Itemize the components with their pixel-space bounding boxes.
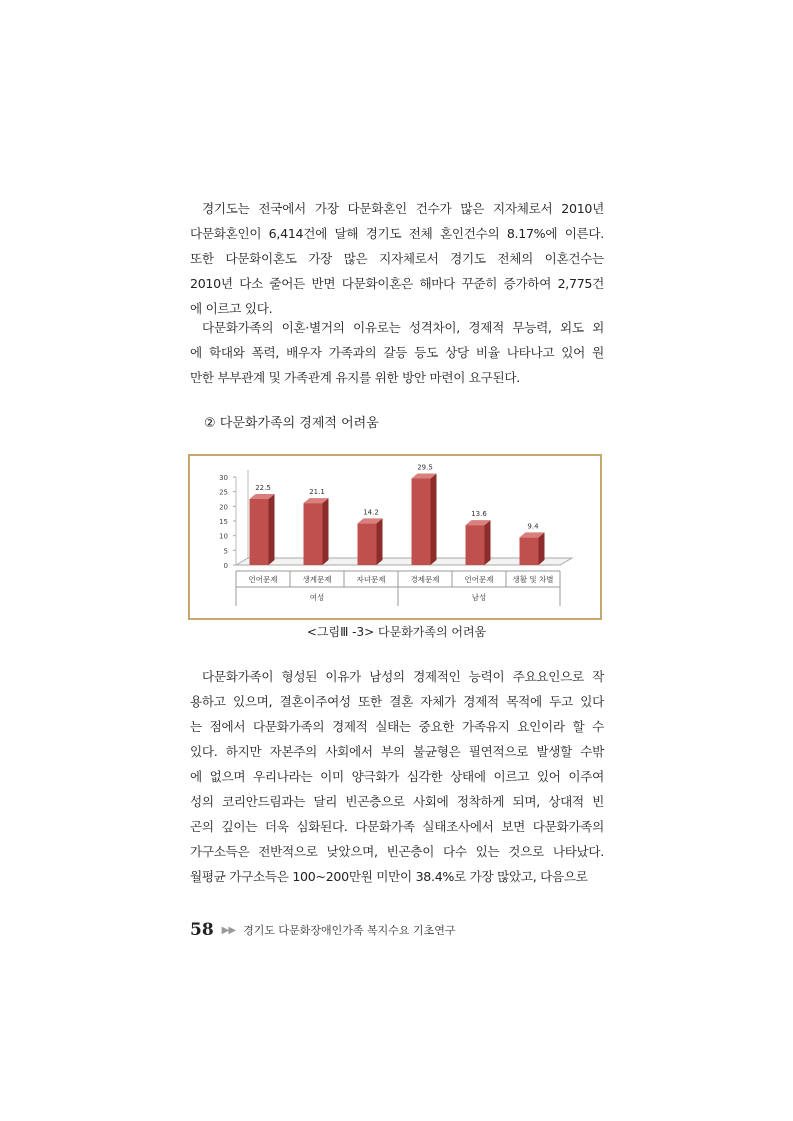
y-tick-label: 0 <box>223 562 228 570</box>
paragraph-line: 만한 부부관계 및 가족관계 유지를 위한 방안 마련이 요구된다. <box>190 370 520 385</box>
paragraph-line: 다문화가족의 이혼·별거의 이유로는 성격차이, 경제적 무능력, 외도 외 <box>202 320 604 335</box>
paragraph-line: 2010년 다소 줄어든 반면 다문화이혼은 해마다 꾸준히 증가하여 2,775건 <box>190 276 604 291</box>
y-tick-label: 30 <box>219 474 228 482</box>
paragraph-line: 가구소득은 전반적으로 낮았으며, 빈곤층이 다수 있는 것으로 나타났다. <box>190 844 604 859</box>
paragraph-intro <box>190 196 604 321</box>
bar-side <box>269 494 275 565</box>
figure-caption: <그림Ⅲ -3> 다문화가족의 어려움 <box>306 625 487 639</box>
x-tick-label: 생활 및 차별 <box>512 575 554 584</box>
paragraph-line: 곤의 깊이는 더욱 심화된다. 다문화가족 실태조사에서 보면 다문화가족의 <box>190 819 604 834</box>
paragraph-line: 다문화가족이 형성된 이유가 남성의 경제적인 능력이 주요요인으로 작 <box>202 669 604 684</box>
bar <box>466 525 485 565</box>
paragraph-line: 용하고 있으며, 결혼이주여성 또한 결혼 자체가 경제적 목적에 두고 있다 <box>190 694 604 709</box>
x-tick-label: 언어문제 <box>248 575 278 584</box>
paragraph-line: 성의 코리안드림과는 달리 빈곤층으로 사회에 정착하게 되며, 상대적 빈 <box>190 794 604 809</box>
paragraph-line: 월평균 가구소득은 100~200만원 미만이 38.4%로 가장 많았고, 다음으로 <box>190 869 588 884</box>
footer-title: 경기도 다문화장애인가족 복지수요 기초연구 <box>243 924 456 937</box>
paragraph-economic-status <box>190 664 604 889</box>
x-tick-label: 생계문제 <box>302 575 332 584</box>
paragraph-line: 다문화혼인이 6,414건에 달해 경기도 전체 혼인건수의 8.17%에 이른다. <box>190 226 604 241</box>
paragraph-line: 에 학대와 폭력, 배우자 가족과의 갈등 등도 상당 비율 나타나고 있어 원 <box>190 345 604 360</box>
bar-side <box>377 518 383 565</box>
page-number: 58 <box>190 920 214 940</box>
paragraph-line: 에 이르고 있다. <box>190 301 273 316</box>
paragraph-line: 경기도는 전국에서 가장 다문화혼인 건수가 많은 지자체로서 2010년 <box>202 201 604 216</box>
bar-side <box>323 498 329 565</box>
paragraph-line: 는 점에서 다문화가족의 경제적 실태는 중요한 가족유지 요인이라 할 수 <box>190 719 604 734</box>
bar-side <box>485 520 491 565</box>
paragraph-line: 에 없으며 우리나라는 이미 양극화가 심각한 상태에 이르고 있어 이주여 <box>190 769 604 784</box>
data-label: 9.4 <box>527 522 539 531</box>
paragraph-line: 또한 다문화이혼도 가장 많은 지자체로서 경기도 전체의 이혼건수는 <box>190 251 604 266</box>
x-tick-label: 언어문제 <box>464 575 494 584</box>
data-label: 14.2 <box>363 508 379 517</box>
y-tick-label: 25 <box>219 488 228 497</box>
data-label: 13.6 <box>471 510 487 519</box>
paragraph-divorce-reasons <box>190 315 604 390</box>
y-tick-label: 5 <box>223 547 228 556</box>
bar <box>250 499 269 565</box>
page-footer <box>190 920 455 940</box>
x-tick-label: 자녀문제 <box>356 575 386 584</box>
bar-side <box>539 532 545 565</box>
chart-frame <box>188 454 602 620</box>
y-tick-label: 10 <box>219 532 228 541</box>
section-heading: ② 다문화가족의 경제적 어려움 <box>204 416 379 431</box>
bar-side <box>431 473 437 565</box>
group-label: 남성 <box>471 593 487 602</box>
data-label: 21.1 <box>309 488 325 497</box>
x-tick-label: 경제문제 <box>410 575 440 584</box>
bar <box>412 478 431 565</box>
bar-chart <box>190 456 600 618</box>
data-label: 22.5 <box>255 484 271 492</box>
y-tick-label: 15 <box>219 518 228 526</box>
bar <box>520 537 539 565</box>
bar <box>304 503 323 565</box>
data-label: 29.5 <box>417 463 433 472</box>
bar <box>358 523 377 565</box>
arrow-icon: ▶▶ <box>221 924 236 936</box>
paragraph-line: 있다. 하지만 자본주의 사회에서 부의 불균형은 필연적으로 발생할 수밖 <box>190 744 604 759</box>
y-tick-label: 20 <box>219 503 228 512</box>
group-label: 여성 <box>309 593 325 602</box>
